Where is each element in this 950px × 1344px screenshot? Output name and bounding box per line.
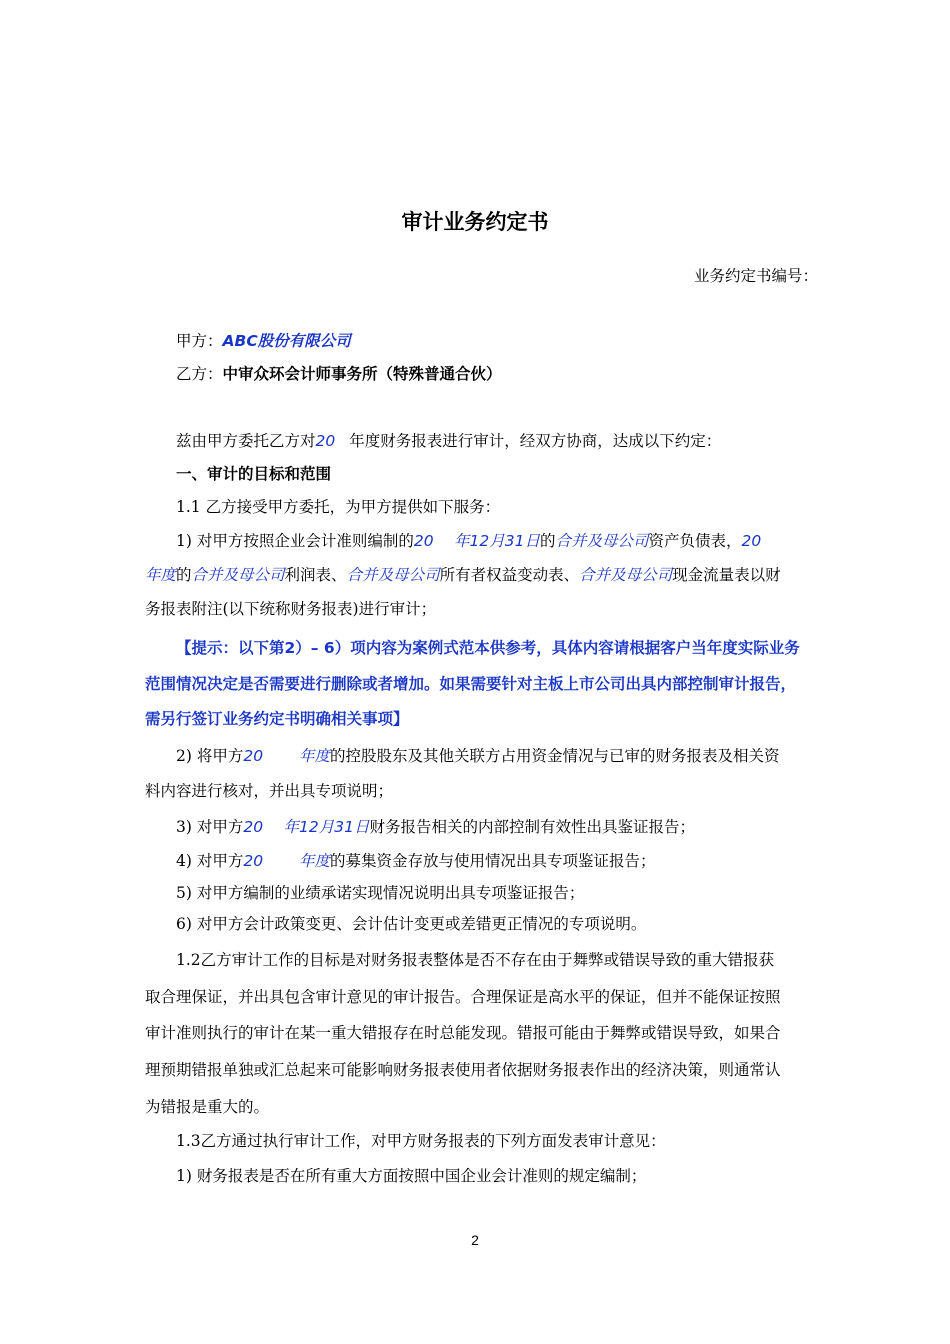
- item-4-text-a: 4) 对甲方: [176, 852, 244, 870]
- item-2-text-a: 2) 将甲方: [176, 747, 244, 765]
- clause-1-2-line-4: 理预期错报单独或汇总起来可能影响财务报表使用者依据财务报表作出的经济决策，则通常认: [145, 1061, 781, 1079]
- item-1-text-g: 现金流量表以财: [672, 566, 781, 584]
- item-1-line-1: [176, 531, 836, 551]
- item-1-scope-field-3[interactable]: 合并及母公司: [346, 566, 440, 584]
- clause-1-2-line-3: 审计准则执行的审计在某一重大错报存在时总能发现。错报可能由于舞弊或错误导致，如果合: [145, 1024, 781, 1042]
- item-1-text-b: 的: [539, 532, 556, 550]
- hint-line-2: 范围情况决定是否需要进行删除或者增加。如果需要针对主板上市公司出具内部控制审计报告，: [145, 675, 797, 693]
- hint-line-3: 需另行签订业务约定书明确相关事项】: [145, 710, 409, 728]
- hint-line-1: 【提示：以下第2）– 6）项内容为案例式范本供参考，具体内容请根据客户当年度实际业务: [176, 639, 800, 657]
- party-a-name[interactable]: ABC股份有限公司: [222, 332, 351, 350]
- item-3-date-field[interactable]: 20 年12月31日: [243, 818, 370, 836]
- item-1-scope-field-2[interactable]: 合并及母公司: [191, 566, 285, 584]
- contract-number-label: 业务约定书编号：: [693, 267, 818, 285]
- clause-1-3: 1.3乙方通过执行审计工作，对甲方财务报表的下列方面发表审计意见：: [176, 1132, 666, 1150]
- party-a-label: 甲方：: [176, 332, 223, 350]
- section-1-heading: 一、审计的目标和范围: [176, 465, 332, 483]
- item-1-text-d: 的: [176, 566, 192, 584]
- clause-1-3-item-1: 1) 财务报表是否在所有重大方面按照中国企业会计准则的规定编制；: [176, 1167, 647, 1185]
- item-4: [176, 851, 836, 871]
- item-1-text-c: 资产负债表，: [648, 532, 742, 550]
- page-number: 2: [471, 1232, 479, 1248]
- item-4-text-b: 的募集资金存放与使用情况出具专项鉴证报告；: [330, 852, 656, 870]
- item-6: 6) 对甲方会计政策变更、会计估计变更或差错更正情况的专项说明。: [176, 915, 647, 933]
- item-5: 5) 对甲方编制的业绩承诺实现情况说明出具专项鉴证报告；: [176, 884, 585, 902]
- item-1-line-3: 务报表附注(以下统称财务报表)进行审计；: [145, 600, 437, 618]
- item-1-scope-field-1[interactable]: 合并及母公司: [555, 532, 649, 550]
- item-1-text-f: 所有者权益变动表、: [439, 566, 580, 584]
- item-1-text-e: 利润表、: [284, 566, 347, 584]
- intro-text-1: 兹由甲方委托乙方对: [176, 432, 316, 450]
- item-2-line-2: 料内容进行核对，并出具专项说明；: [145, 782, 394, 800]
- item-2-line-1: [176, 746, 836, 766]
- document-title: 审计业务约定书: [401, 210, 549, 234]
- intro-year-field[interactable]: 20: [315, 432, 336, 450]
- clause-1-2-line-2: 取合理保证，并出具包含审计意见的审计报告。合理保证是高水平的保证，但并不能保证按照: [145, 988, 781, 1006]
- party-b-label: 乙方：: [176, 365, 223, 383]
- clause-1-2-line-5: 为错报是重大的。: [145, 1098, 270, 1116]
- item-1-line-2: [145, 565, 835, 585]
- clause-1-2-line-1: 1.2乙方审计工作的目标是对财务报表整体是否不存在由于舞弊或错误导致的重大错报获: [176, 951, 775, 969]
- party-b-name: 中审众环会计师事务所（特殊普通合伙）: [222, 365, 502, 383]
- intro-paragraph: [176, 431, 836, 451]
- item-1-scope-field-4[interactable]: 合并及母公司: [579, 566, 673, 584]
- party-a-line: [176, 331, 836, 351]
- clause-1-1: 1.1 乙方接受甲方委托，为甲方提供如下服务：: [176, 498, 501, 516]
- item-3-text-a: 3) 对甲方: [176, 818, 244, 836]
- party-b-line: [176, 364, 836, 384]
- item-3-text-b: 财务报告相关的内部控制有效性出具鉴证报告；: [369, 818, 695, 836]
- item-4-year-field[interactable]: 20 年度: [243, 852, 330, 870]
- item-2-text-b: 的控股股东及其他关联方占用资金情况与已审的财务报表及相关资: [330, 747, 780, 765]
- item-2-year-field[interactable]: 20 年度: [243, 747, 330, 765]
- item-3: [176, 817, 836, 837]
- item-1-date-field[interactable]: 20 年12月31日: [413, 532, 540, 550]
- item-1-text-a: 1) 对甲方按照企业会计准则编制的: [176, 532, 414, 550]
- intro-text-2: 年度财务报表进行审计，经双方协商，达成以下约定：: [349, 432, 722, 450]
- item-1-year-field[interactable]: 20: [741, 532, 762, 550]
- item-1-year-suffix[interactable]: 年度: [145, 566, 177, 584]
